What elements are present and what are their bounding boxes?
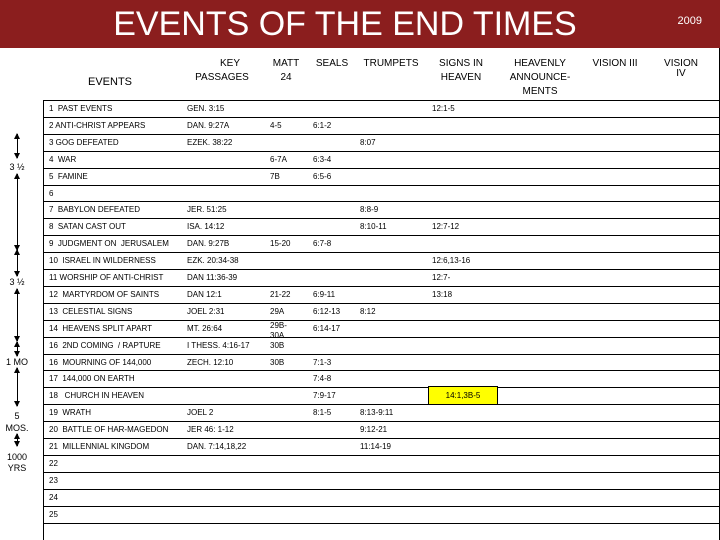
cell-seals: 6:7-8 (313, 239, 332, 249)
side-label-thousand: 1000 (6, 452, 28, 462)
row-divider (43, 235, 720, 236)
cell-event: 24 (49, 492, 58, 502)
cell-seals: 6:12-13 (313, 306, 341, 316)
cell-event: 16 MOURNING OF 144,000 (49, 357, 152, 367)
cell-key: EZEK. 38:22 (187, 137, 233, 147)
cell-event: 12 MARTYRDOM OF SAINTS (49, 289, 160, 299)
page-title: EVENTS OF THE END TIMES (113, 5, 577, 43)
span-arrow-first-half (17, 134, 18, 158)
cell-matt: 29A (270, 306, 285, 316)
header-heaven: HEAVEN (440, 72, 482, 83)
row-divider (43, 100, 720, 101)
cell-key: DAN. 7:14,18,22 (187, 442, 247, 451)
row-divider (43, 151, 720, 152)
row-divider (43, 370, 720, 371)
cell-event: 23 (49, 475, 58, 485)
cell-event: 11 WORSHIP OF ANTI-CHRIST (49, 273, 164, 282)
row-divider (43, 168, 720, 169)
row-divider (43, 489, 720, 490)
year-label: 2009 (677, 15, 702, 27)
cell-event: 1 PAST EVENTS (49, 104, 113, 113)
cell-key: DAN 12:1 (187, 289, 222, 299)
header-announce: ANNOUNCE- (509, 72, 571, 83)
header-heavenly: HEAVENLY (514, 58, 566, 69)
cell-trumpets: 8:10-11 (360, 222, 387, 232)
row-divider (43, 472, 720, 473)
header-vision-iii: VISION III (592, 58, 638, 69)
header-passages: PASSAGES (195, 72, 249, 83)
cell-event: 5 FAMINE (49, 171, 88, 181)
cell-event: 22 (49, 458, 58, 468)
row-divider (43, 134, 720, 135)
column-divider (43, 100, 44, 540)
row-divider (43, 218, 720, 219)
cell-key: DAN 11:36-39 (187, 273, 238, 282)
cell-key: JER. 51:25 (187, 205, 227, 215)
cell-key: DAN. 9:27B (187, 239, 230, 249)
header-trumpets: TRUMPETS (363, 58, 419, 69)
cell-key: ZECH. 12:10 (187, 357, 234, 367)
cell-seals: 7:1-3 (313, 357, 332, 367)
row-divider (43, 320, 720, 321)
row-divider (43, 303, 720, 304)
cell-event: 20 BATTLE OF HAR-MAGEDON (49, 425, 169, 435)
cell-key: EZK. 20:34-38 (187, 256, 239, 266)
cell-event: 4 WAR (49, 154, 77, 164)
cell-event: 13 CELESTIAL SIGNS (49, 306, 133, 316)
highlight-box: 14:1,3B-5 (428, 386, 498, 405)
cell-seals: 6:14-17 (313, 323, 341, 333)
row-divider (43, 404, 720, 405)
span-arrow-one-month-lower (17, 368, 18, 406)
cell-key: JOEL 2 (187, 408, 214, 418)
cell-matt: 6-7A (270, 154, 287, 164)
header-key: KEY (219, 58, 240, 69)
cell-signs: 12:1-5 (432, 104, 455, 113)
cell-seals: 8:1-5 (313, 408, 332, 418)
cell-trumpets: 8:13-9:11 (360, 408, 394, 418)
cell-trumpets: 11:14-19 (360, 442, 391, 451)
cell-seals: 6:1-2 (313, 120, 332, 130)
cell-key: GEN. 3:15 (187, 104, 225, 113)
row-divider (43, 506, 720, 507)
cell-trumpets: 9:12-21 (360, 425, 388, 435)
cell-matt: 29B- 30A (270, 320, 287, 340)
span-arrow-five-months (17, 434, 18, 446)
row-divider (43, 269, 720, 270)
cell-trumpets: 8:07 (360, 137, 376, 147)
side-label-three-half-b: 3 ½ (9, 277, 25, 287)
row-divider (43, 117, 720, 118)
cell-key: JOEL 2:31 (187, 306, 225, 316)
header-seals: SEALS (315, 58, 349, 69)
cell-trumpets: 8:12 (360, 306, 376, 316)
cell-seals: 6:5-6 (313, 171, 332, 181)
cell-key: MT. 26:64 (187, 323, 223, 333)
cell-event: 18 CHURCH IN HEAVEN (49, 391, 144, 401)
row-divider (43, 421, 720, 422)
cell-event: 25 (49, 509, 58, 519)
cell-event: 8 SATAN CAST OUT (49, 222, 126, 232)
span-arrow-second-half (17, 250, 18, 276)
cell-key: JER 46: 1-12 (187, 425, 234, 435)
span-arrow-second-half-lower (17, 289, 18, 341)
cell-event: 16 2ND COMING / RAPTURE (49, 340, 161, 350)
cell-matt: 30B (270, 357, 285, 367)
cell-signs: 12:7-12 (432, 222, 460, 232)
cell-event: 17 144,000 ON EARTH (49, 374, 135, 384)
header-signs-in: SIGNS IN (439, 58, 483, 69)
row-divider (43, 185, 720, 186)
cell-key: DAN. 9:27A (187, 120, 230, 130)
span-arrow-first-half-lower (17, 174, 18, 250)
cell-event: 6 (49, 188, 54, 198)
header-vision-iv-line1: VISION (664, 58, 698, 69)
row-divider (43, 252, 720, 253)
header-events: EVENTS (87, 76, 132, 88)
cell-event: 7 BABYLON DEFEATED (49, 205, 140, 215)
cell-event: 19 WRATH (49, 408, 92, 418)
row-divider (43, 286, 720, 287)
side-label-three-half-a: 3 ½ (9, 162, 25, 172)
header-ments: MENTS (522, 86, 558, 97)
row-divider (43, 201, 720, 202)
side-label-years: YRS (7, 463, 27, 473)
cell-event: 21 MILLENNIAL KINGDOM (49, 442, 150, 451)
cell-matt: 4-5 (270, 120, 282, 130)
cell-matt: 21-22 (270, 289, 291, 299)
cell-key: I THESS. 4:16-17 (187, 340, 250, 350)
cell-event: 10 ISRAEL IN WILDERNESS (49, 256, 156, 266)
row-divider (43, 337, 720, 338)
cell-signs: 12:7- (432, 273, 451, 282)
row-divider (43, 354, 720, 355)
cell-signs: 13:18 (432, 289, 453, 299)
cell-signs: 12:6,13-16 (432, 256, 471, 266)
cell-matt: 15-20 (270, 239, 291, 249)
cell-seals: 7:4-8 (313, 374, 332, 384)
cell-event: 2 ANTI-CHRIST APPEARS (49, 120, 146, 130)
cell-seals: 7:9-17 (313, 391, 336, 401)
header-matt-24: 24 (280, 72, 292, 83)
header-vision-iv-line2: IV (676, 68, 686, 79)
row-divider (43, 455, 720, 456)
cell-event: 3 GOG DEFEATED (49, 137, 119, 147)
cell-seals: 6:3-4 (313, 154, 332, 164)
side-label-months: MOS. (5, 423, 29, 433)
cell-seals: 6:9-11 (313, 289, 336, 299)
cell-event: 14 HEAVENS SPLIT APART (49, 323, 153, 333)
cell-trumpets: 8:8-9 (360, 205, 379, 215)
cell-matt: 30B (270, 340, 285, 350)
span-arrow-one-month (17, 342, 18, 356)
row-divider (43, 523, 720, 524)
row-divider (43, 438, 720, 439)
cell-matt: 7B (270, 171, 280, 181)
row-divider (43, 387, 720, 388)
side-label-one-month: 1 MO (5, 357, 28, 367)
header-matt: MATT (272, 58, 300, 69)
cell-key: ISA. 14:12 (187, 222, 225, 232)
side-label-five: 5 (14, 411, 20, 421)
cell-event: 9 JUDGMENT ON JERUSALEM (49, 239, 169, 249)
